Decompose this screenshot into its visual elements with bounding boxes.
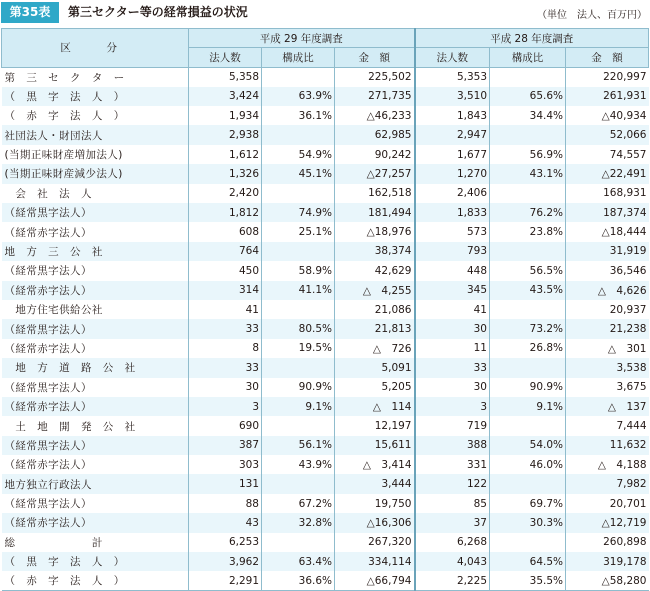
column-header: 構成比 — [490, 48, 566, 67]
amount-cell: 181,494 — [335, 203, 415, 222]
ratio-cell — [262, 300, 335, 319]
ratio-cell — [490, 358, 566, 377]
table-row — [2, 416, 649, 435]
row-label: （経常赤字法人） — [2, 281, 189, 300]
column-header: 法人数 — [189, 48, 262, 67]
amount-cell: 90,242 — [335, 145, 415, 164]
amount-cell: 52,066 — [566, 125, 649, 144]
count-cell: 1,270 — [415, 164, 490, 183]
amount-cell: 21,813 — [335, 319, 415, 338]
amount-cell: 3,444 — [335, 474, 415, 493]
row-label: （経常黒字法人） — [4, 265, 92, 278]
table-row — [2, 222, 649, 241]
count-cell: 6,253 — [189, 533, 262, 552]
row-label: （経常赤字法人） — [2, 397, 189, 416]
ratio-cell — [490, 242, 566, 261]
count-cell: 2,420 — [189, 184, 262, 203]
amount-cell: △66,794 — [335, 571, 415, 590]
count-cell: 1,833 — [415, 203, 490, 222]
ratio-cell — [490, 125, 566, 144]
table-row — [2, 242, 649, 261]
amount-cell: 36,546 — [566, 261, 649, 280]
amount-cell: △ 3,414 — [335, 455, 415, 474]
row-label: (当期正味財産減少法人) — [2, 164, 189, 183]
ratio-cell: 43.9% — [262, 455, 335, 474]
row-label: （経常黒字法人） — [4, 498, 92, 511]
count-cell: 345 — [415, 281, 490, 300]
table-row — [2, 397, 649, 416]
ratio-cell — [262, 184, 335, 203]
amount-cell: 20,937 — [566, 300, 649, 319]
count-cell: 6,268 — [415, 533, 490, 552]
amount-cell: 42,629 — [335, 261, 415, 280]
ratio-cell: 65.6% — [490, 87, 566, 106]
row-label: （経常赤字法人） — [4, 459, 92, 472]
row-label: （経常黒字法人） — [2, 319, 189, 338]
row-label: 第 三 セ ク タ ー — [4, 71, 125, 84]
count-cell: 41 — [415, 300, 490, 319]
amount-cell: 3,538 — [566, 358, 649, 377]
ratio-cell: 34.4% — [490, 106, 566, 125]
table-row — [2, 184, 649, 203]
amount-cell: 62,985 — [335, 125, 415, 144]
ratio-cell — [262, 474, 335, 493]
count-cell: 3 — [415, 397, 490, 416]
ratio-cell: 73.2% — [490, 319, 566, 338]
count-cell: 11 — [415, 339, 490, 358]
count-cell: 764 — [189, 242, 262, 261]
count-cell: 4,043 — [415, 552, 490, 571]
amount-cell: 20,701 — [566, 494, 649, 513]
table-row — [2, 358, 649, 377]
amount-cell: 5,205 — [335, 378, 415, 397]
amount-cell: 220,997 — [566, 67, 649, 86]
row-label: 地方住宅供給公社 — [4, 304, 103, 317]
count-cell: 690 — [189, 416, 262, 435]
amount-cell: △18,976 — [335, 222, 415, 241]
ratio-cell: 26.8% — [490, 339, 566, 358]
ratio-cell: 43.5% — [490, 281, 566, 300]
table-row — [2, 339, 649, 358]
amount-cell: 21,086 — [335, 300, 415, 319]
count-cell: 37 — [415, 513, 490, 532]
row-label: 社団法人・財団法人 — [2, 125, 189, 144]
amount-cell: 7,444 — [566, 416, 649, 435]
count-cell: 608 — [189, 222, 262, 241]
ratio-cell: 74.9% — [262, 203, 335, 222]
amount-cell: 260,898 — [566, 533, 649, 552]
column-header: 金 額 — [566, 48, 649, 67]
ratio-cell: 63.4% — [262, 552, 335, 571]
ratio-cell: 41.1% — [262, 281, 335, 300]
count-cell: 450 — [189, 261, 262, 280]
ratio-cell: 35.5% — [490, 571, 566, 590]
count-cell: 2,291 — [189, 571, 262, 590]
count-cell: 1,843 — [415, 106, 490, 125]
row-label: 地 方 三 公 社 — [2, 242, 189, 261]
count-cell: 2,225 — [415, 571, 490, 590]
ratio-cell: 69.7% — [490, 494, 566, 513]
row-label: 地方独立行政法人 — [2, 474, 189, 493]
table-row — [2, 87, 649, 106]
count-cell: 122 — [415, 474, 490, 493]
amount-cell: 15,611 — [335, 436, 415, 455]
ratio-cell — [262, 416, 335, 435]
row-label: （ 赤 字 法 人 ） — [4, 575, 125, 588]
amount-cell: 225,502 — [335, 67, 415, 86]
ratio-cell: 56.5% — [490, 261, 566, 280]
ratio-cell: 46.0% — [490, 455, 566, 474]
row-label: （経常赤字法人） — [4, 226, 92, 239]
row-label: 会 社 法 人 — [4, 187, 92, 200]
ratio-cell: 90.9% — [490, 378, 566, 397]
count-cell: 2,938 — [189, 125, 262, 144]
amount-cell: 7,982 — [566, 474, 649, 493]
ratio-cell — [262, 67, 335, 86]
column-header: 構成比 — [262, 48, 335, 67]
page-title: 第三セクター等の経常損益の状況 — [68, 5, 248, 19]
ratio-cell — [490, 67, 566, 86]
ratio-cell — [490, 300, 566, 319]
amount-cell: 162,518 — [335, 184, 415, 203]
amount-cell: 31,919 — [566, 242, 649, 261]
count-cell: 3,962 — [189, 552, 262, 571]
table-row — [2, 145, 649, 164]
amount-cell: 168,931 — [566, 184, 649, 203]
table-row — [2, 261, 649, 280]
amount-cell: △27,257 — [335, 164, 415, 183]
amount-cell: △ 726 — [335, 339, 415, 358]
amount-cell: 334,114 — [335, 552, 415, 571]
ratio-cell: 45.1% — [262, 164, 335, 183]
ratio-cell — [262, 125, 335, 144]
count-cell: 448 — [415, 261, 490, 280]
count-cell: 573 — [415, 222, 490, 241]
count-cell: 2,947 — [415, 125, 490, 144]
ratio-cell: 9.1% — [490, 397, 566, 416]
count-cell: 793 — [415, 242, 490, 261]
amount-cell: △ 137 — [566, 397, 649, 416]
group-header-h29: 平成 29 年度調査 — [189, 29, 415, 48]
count-cell: 33 — [189, 358, 262, 377]
column-header: 法人数 — [415, 48, 490, 67]
row-label: （経常黒字法人） — [4, 381, 92, 394]
count-cell: 1,812 — [189, 203, 262, 222]
table-row — [2, 164, 649, 183]
ratio-cell: 32.8% — [262, 513, 335, 532]
amount-cell: 267,320 — [335, 533, 415, 552]
ratio-cell: 90.9% — [262, 378, 335, 397]
row-label: （経常赤字法人） — [2, 513, 189, 532]
amount-cell: 12,197 — [335, 416, 415, 435]
row-label: 土 地 開 発 公 社 — [4, 420, 136, 433]
count-cell: 30 — [415, 378, 490, 397]
title-bar — [0, 0, 650, 26]
count-cell: 303 — [189, 455, 262, 474]
table-row — [2, 513, 649, 532]
ratio-cell: 9.1% — [262, 397, 335, 416]
ratio-cell: 36.6% — [262, 571, 335, 590]
count-cell: 719 — [415, 416, 490, 435]
amount-cell: 187,374 — [566, 203, 649, 222]
count-cell: 5,358 — [189, 67, 262, 86]
row-label: （ 赤 字 法 人 ） — [4, 110, 125, 123]
unit-note: （単位 法人、百万円） — [537, 10, 647, 21]
ratio-cell — [262, 358, 335, 377]
table-row — [2, 106, 649, 125]
count-cell: 1,612 — [189, 145, 262, 164]
ratio-cell: 63.9% — [262, 87, 335, 106]
count-cell: 5,353 — [415, 67, 490, 86]
amount-cell: △58,280 — [566, 571, 649, 590]
amount-cell: △ 4,255 — [335, 281, 415, 300]
amount-cell: 271,735 — [335, 87, 415, 106]
count-cell: 331 — [415, 455, 490, 474]
count-cell: 3,510 — [415, 87, 490, 106]
ratio-cell — [490, 533, 566, 552]
row-label: （経常赤字法人） — [4, 342, 92, 355]
table-body — [2, 67, 649, 591]
count-cell: 314 — [189, 281, 262, 300]
data-table — [1, 28, 649, 591]
count-cell: 2,406 — [415, 184, 490, 203]
ratio-cell: 80.5% — [262, 319, 335, 338]
amount-cell: △22,491 — [566, 164, 649, 183]
amount-cell: △ 4,626 — [566, 281, 649, 300]
ratio-cell: 54.9% — [262, 145, 335, 164]
ratio-cell — [262, 533, 335, 552]
table-row — [2, 455, 649, 474]
table-row — [2, 281, 649, 300]
ratio-cell: 19.5% — [262, 339, 335, 358]
amount-cell: △ 114 — [335, 397, 415, 416]
amount-cell: 261,931 — [566, 87, 649, 106]
count-cell: 1,677 — [415, 145, 490, 164]
ratio-cell: 54.0% — [490, 436, 566, 455]
ratio-cell: 76.2% — [490, 203, 566, 222]
ratio-cell: 64.5% — [490, 552, 566, 571]
row-label: 総 計 — [4, 536, 103, 549]
row-label: (当期正味財産増加法人) — [4, 149, 123, 162]
table-row — [2, 494, 649, 513]
row-label: （ 黒 字 法 人 ） — [2, 87, 189, 106]
table-number-badge: 第35表 — [1, 2, 59, 23]
table-row — [2, 552, 649, 571]
table-row — [2, 474, 649, 493]
count-cell: 33 — [415, 358, 490, 377]
ratio-cell — [490, 416, 566, 435]
amount-cell: 21,238 — [566, 319, 649, 338]
amount-cell: 319,178 — [566, 552, 649, 571]
ratio-cell: 23.8% — [490, 222, 566, 241]
row-label: （ 黒 字 法 人 ） — [2, 552, 189, 571]
table-row — [2, 300, 649, 319]
table-row — [2, 125, 649, 144]
count-cell: 387 — [189, 436, 262, 455]
ratio-cell — [490, 184, 566, 203]
amount-cell: △18,444 — [566, 222, 649, 241]
count-cell: 388 — [415, 436, 490, 455]
count-cell: 43 — [189, 513, 262, 532]
column-header-kubun: 区 分 — [2, 29, 189, 68]
count-cell: 88 — [189, 494, 262, 513]
ratio-cell: 67.2% — [262, 494, 335, 513]
count-cell: 85 — [415, 494, 490, 513]
table-row — [2, 203, 649, 222]
column-header: 金 額 — [335, 48, 415, 67]
amount-cell: △ 301 — [566, 339, 649, 358]
count-cell: 1,326 — [189, 164, 262, 183]
count-cell: 1,934 — [189, 106, 262, 125]
ratio-cell: 25.1% — [262, 222, 335, 241]
count-cell: 41 — [189, 300, 262, 319]
count-cell: 30 — [189, 378, 262, 397]
table-row — [2, 67, 649, 86]
ratio-cell — [490, 474, 566, 493]
amount-cell: 11,632 — [566, 436, 649, 455]
count-cell: 8 — [189, 339, 262, 358]
amount-cell: △40,934 — [566, 106, 649, 125]
amount-cell: 3,675 — [566, 378, 649, 397]
ratio-cell: 36.1% — [262, 106, 335, 125]
amount-cell: △ 4,188 — [566, 455, 649, 474]
row-label: 地 方 道 路 公 社 — [2, 358, 189, 377]
row-label: （経常黒字法人） — [2, 436, 189, 455]
count-cell: 3 — [189, 397, 262, 416]
table-row — [2, 436, 649, 455]
ratio-cell — [262, 242, 335, 261]
row-label: （経常黒字法人） — [2, 203, 189, 222]
group-header-h28: 平成 28 年度調査 — [415, 29, 649, 48]
amount-cell: △46,233 — [335, 106, 415, 125]
amount-cell: △16,306 — [335, 513, 415, 532]
amount-cell: △12,719 — [566, 513, 649, 532]
ratio-cell: 30.3% — [490, 513, 566, 532]
ratio-cell: 43.1% — [490, 164, 566, 183]
ratio-cell: 58.9% — [262, 261, 335, 280]
table-row — [2, 533, 649, 552]
table-row — [2, 319, 649, 338]
amount-cell: 38,374 — [335, 242, 415, 261]
ratio-cell: 56.1% — [262, 436, 335, 455]
count-cell: 33 — [189, 319, 262, 338]
table-row — [2, 378, 649, 397]
amount-cell: 5,091 — [335, 358, 415, 377]
ratio-cell: 56.9% — [490, 145, 566, 164]
header-row-groups — [2, 29, 649, 48]
count-cell: 30 — [415, 319, 490, 338]
count-cell: 131 — [189, 474, 262, 493]
amount-cell: 74,557 — [566, 145, 649, 164]
count-cell: 3,424 — [189, 87, 262, 106]
amount-cell: 19,750 — [335, 494, 415, 513]
